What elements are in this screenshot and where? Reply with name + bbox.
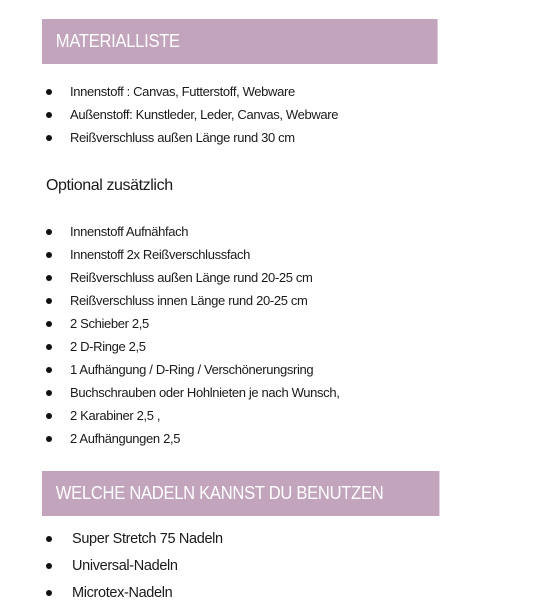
section-title: MATERIALLISTE — [55, 31, 180, 51]
list-item — [46, 525, 223, 552]
needle-list — [46, 525, 223, 606]
bullet-icon — [46, 536, 52, 542]
list-item-text: Microtex-Nadeln — [72, 584, 173, 601]
bullet-icon — [46, 135, 52, 141]
list-item-text: Innenstoff : Canvas, Futterstoff, Webware — [70, 84, 295, 99]
list-item — [46, 358, 339, 381]
section-title: WELCHE NADELN KANNST DU BENUTZEN — [55, 483, 384, 503]
bullet-icon — [46, 367, 52, 373]
list-item — [46, 289, 339, 312]
bullet-icon — [46, 390, 52, 396]
section-banner-nadeln — [42, 471, 439, 516]
list-item — [46, 80, 338, 103]
bullet-icon — [46, 89, 52, 95]
list-item — [46, 243, 339, 266]
list-item — [46, 552, 223, 579]
list-item — [46, 126, 338, 149]
list-item-text: 1 Aufhängung / D-Ring / Verschönerungsring — [70, 362, 314, 377]
bullet-icon — [46, 590, 52, 596]
list-item — [46, 220, 339, 243]
list-item — [46, 579, 223, 606]
list-item — [46, 103, 338, 126]
list-item-text: 2 Karabiner 2,5 , — [70, 408, 161, 423]
bullet-icon — [46, 112, 52, 118]
bullet-icon — [46, 275, 52, 281]
list-item — [46, 266, 339, 289]
list-item-text: Außenstoff: Kunstleder, Leder, Canvas, Webware — [70, 107, 339, 122]
material-list — [46, 80, 338, 149]
list-item-text: 2 Aufhängungen 2,5 — [70, 431, 181, 446]
list-item-text: Buchschrauben oder Hohlnieten je nach Wunsch, — [70, 385, 340, 400]
bullet-icon — [46, 321, 52, 327]
bullet-icon — [46, 252, 52, 258]
list-item-text: 2 D-Ringe 2,5 — [70, 339, 146, 354]
list-item-text: Universal-Nadeln — [72, 557, 178, 574]
list-item-text: Innenstoff 2x Reißverschlussfach — [70, 247, 251, 262]
list-item-text: 2 Schieber 2,5 — [70, 316, 149, 331]
section-banner-materialliste — [42, 19, 438, 64]
list-item-text: Innenstoff Aufnähfach — [70, 224, 189, 239]
list-item-text: Reißverschluss außen Länge rund 30 cm — [70, 130, 295, 145]
list-item — [46, 381, 339, 404]
bullet-icon — [46, 413, 52, 419]
optional-subheading: Optional zusätzlich — [46, 177, 173, 194]
bullet-icon — [46, 298, 52, 304]
list-item-text: Reißverschluss innen Länge rund 20-25 cm — [70, 293, 308, 308]
bullet-icon — [46, 344, 52, 350]
list-item-text: Super Stretch 75 Nadeln — [72, 530, 223, 547]
list-item — [46, 427, 339, 450]
list-item — [46, 404, 339, 427]
bullet-icon — [46, 436, 52, 442]
bullet-icon — [46, 563, 52, 569]
list-item — [46, 335, 339, 358]
list-item — [46, 312, 339, 335]
bullet-icon — [46, 229, 52, 235]
list-item-text: Reißverschluss außen Länge rund 20-25 cm — [70, 270, 313, 285]
optional-material-list — [46, 220, 339, 450]
